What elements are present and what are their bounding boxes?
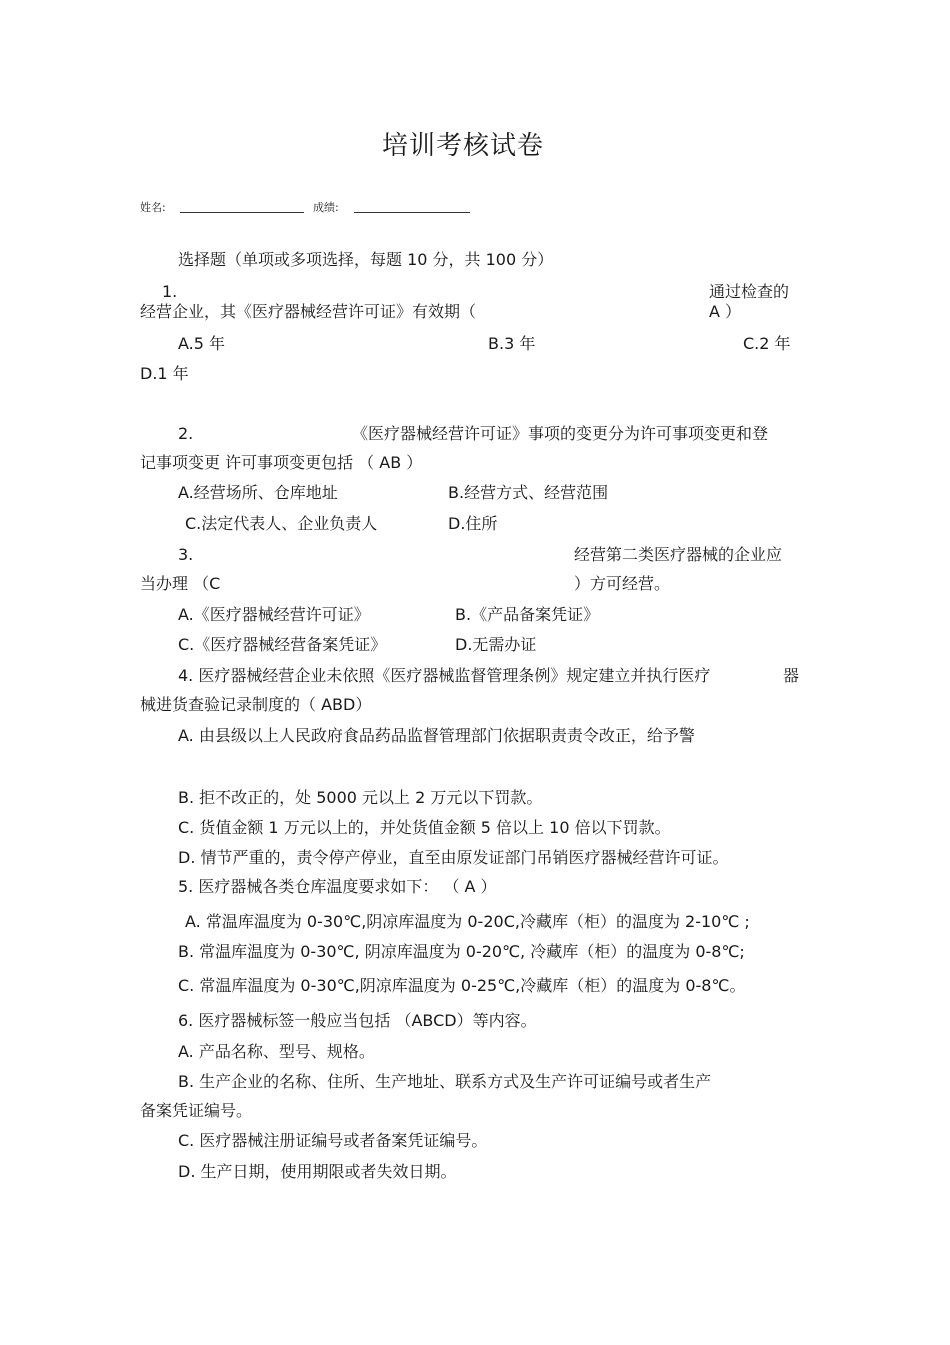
q6-option-c: C. 医疗器械注册证编号或者备案凭证编号。 [178,1131,488,1150]
q2-option-c: C.法定代表人、企业负责人 [185,514,378,533]
q5-option-a: A. 常温库温度为 0-30℃,阴凉库温度为 0-20C,冷藏库（柜）的温度为 2-10℃ ; [185,912,750,931]
q3-stem-end: ）方可经营。 [574,574,671,593]
q3-stem-right: 经营第二类医疗器械的企业应 [574,545,783,564]
q2-option-a: A.经营场所、仓库地址 [178,483,338,502]
q3-option-c: C.《医疗器械经营备案凭证》 [178,635,387,654]
q5-option-c: C. 常温库温度为 0-30℃,阴凉库温度为 0-25℃,冷藏库（柜）的温度为 0-8℃。 [178,976,746,995]
q3-number: 3. [178,545,194,564]
q4-stem-end: 器 [783,666,800,685]
q4-stem: 4. 医疗器械经营企业未依照《医疗器械监督管理条例》规定建立并执行医疗 [178,666,711,685]
score-label: 成绩: [313,201,339,214]
q6-option-b-cont: 备案凭证编号。 [140,1101,253,1120]
q4-option-a: A. 由县级以上人民政府食品药品监督管理部门依据职责责令改正，给予警 [178,726,695,745]
q6-stem: 6. 医疗器械标签一般应当包括 （ABCD）等内容。 [178,1011,537,1030]
q4-stem-cont: 械进货查验记录制度的（ ABD） [140,695,372,714]
q6-option-b: B. 生产企业的名称、住所、生产地址、联系方式及生产许可证编号或者生产 [178,1072,712,1091]
q3-option-b: B.《产品备案凭证》 [455,605,600,624]
q4-option-d: D. 情节严重的，责令停产停业，直至由原发证部门吊销医疗器械经营许可证。 [178,848,729,867]
q2-stem-cont: 记事项变更 许可事项变更包括 （ AB ） [140,453,423,472]
q4-option-b: B. 拒不改正的，处 5000 元以上 2 万元以下罚款。 [178,788,543,807]
q1-stem-right: 通过检查的 [709,282,790,301]
q2-number: 2. [178,424,194,443]
q5-stem: 5. 医疗器械各类仓库温度要求如下： （ A ） [178,877,497,896]
section-heading: 选择题（单项或多项选择，每题 10 分，共 100 分） [178,250,554,269]
q2-stem: 《医疗器械经营许可证》事项的变更分为许可事项变更和登 [352,424,769,443]
q3-stem: 当办理 （C [140,574,221,593]
q2-option-d: D.住所 [448,514,498,533]
q3-option-a: A.《医疗器械经营许可证》 [178,605,370,624]
q1-number: 1. [162,282,178,301]
q1-answer: A ） [709,302,742,321]
q3-option-d: D.无需办证 [455,635,537,654]
q1-stem: 经营企业，其《医疗器械经营许可证》有效期（ [140,302,477,321]
q1-option-c: C.2 年 [743,334,791,353]
q6-option-d: D. 生产日期，使用期限或者失效日期。 [178,1162,457,1181]
q1-option-b: B.3 年 [488,334,536,353]
name-field[interactable] [180,212,304,213]
q6-option-a: A. 产品名称、型号、规格。 [178,1042,375,1061]
q1-option-a: A.5 年 [178,334,226,353]
q1-option-d: D.1 年 [140,364,189,383]
name-label: 姓名: [140,201,166,214]
page-title: 培训考核试卷 [382,131,545,161]
q2-option-b: B.经营方式、经营范围 [448,483,609,502]
score-field[interactable] [354,212,470,213]
q4-option-c: C. 货值金额 1 万元以上的，并处货值金额 5 倍以上 10 倍以下罚款。 [178,818,671,837]
q5-option-b: B. 常温库温度为 0-30℃, 阴凉库温度为 0-20℃, 冷藏库（柜）的温度为 0-8℃; [178,942,745,961]
